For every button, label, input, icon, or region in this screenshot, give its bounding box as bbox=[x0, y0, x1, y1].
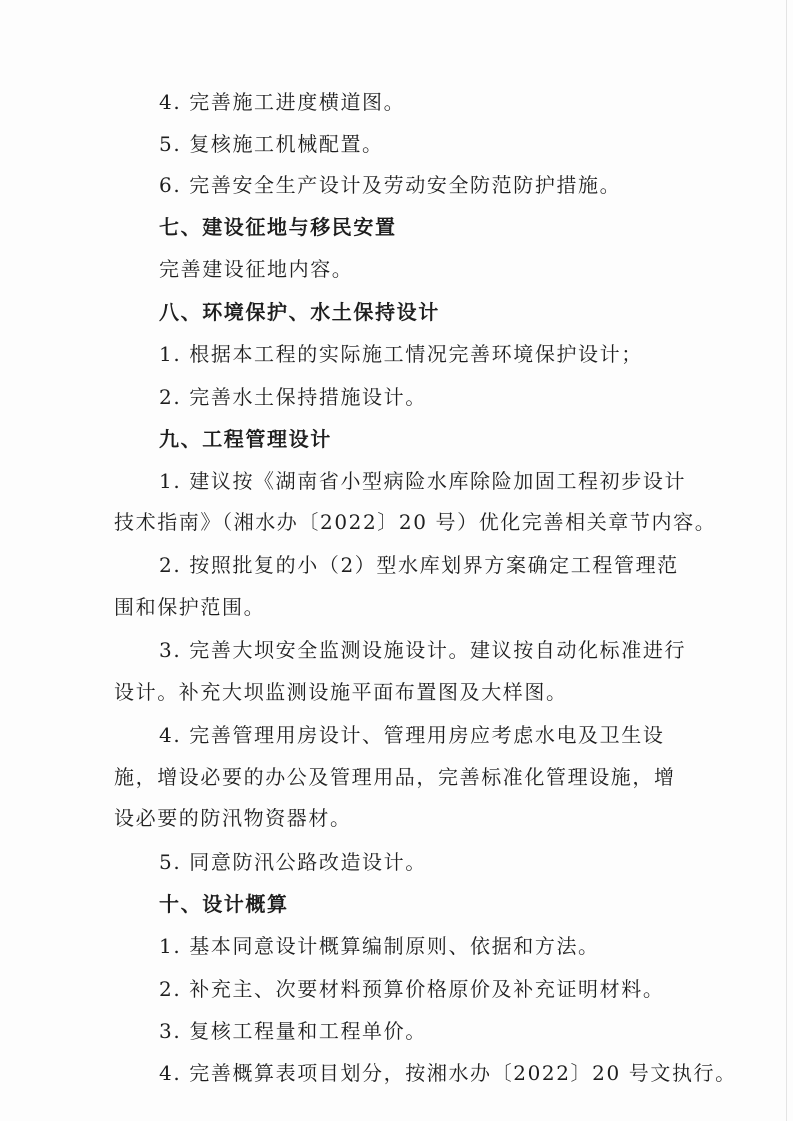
text-line: 3. 复核工程量和工程单价。 bbox=[159, 1019, 427, 1043]
text-line: 设计。补充大坝监测设施平面布置图及大样图。 bbox=[114, 680, 568, 704]
text-line: 2. 完善水土保持措施设计。 bbox=[159, 385, 427, 409]
text-line: 2. 补充主、次要材料预算价格原价及补充证明材料。 bbox=[159, 977, 665, 1001]
section-heading-10: 十、设计概算 bbox=[159, 892, 289, 916]
text-line: 技术指南》（湘水办〔2022〕20 号）优化完善相关章节内容。 bbox=[114, 510, 717, 534]
text-line: 6. 完善安全生产设计及劳动安全防范防护措施。 bbox=[159, 173, 622, 197]
scan-edge bbox=[786, 0, 787, 1121]
section-heading-8: 八、环境保护、水土保持设计 bbox=[159, 300, 440, 324]
text-line: 4. 完善管理用房设计、管理用房应考虑水电及卫生设 bbox=[159, 723, 665, 747]
text-line: 4. 完善概算表项目划分，按湘水办〔2022〕20 号文执行。 bbox=[159, 1061, 737, 1085]
text-line: 5. 复核施工机械配置。 bbox=[159, 132, 384, 156]
text-line: 1. 根据本工程的实际施工情况完善环境保护设计； bbox=[159, 342, 643, 366]
text-line: 完善建设征地内容。 bbox=[159, 257, 354, 281]
section-heading-7: 七、建设征地与移民安置 bbox=[159, 215, 397, 239]
text-line: 5. 同意防汛公路改造设计。 bbox=[159, 850, 427, 874]
text-line: 4. 完善施工进度横道图。 bbox=[159, 90, 406, 114]
text-line: 围和保护范围。 bbox=[114, 595, 266, 619]
text-line: 1. 基本同意设计概算编制原则、依据和方法。 bbox=[159, 934, 600, 958]
text-line: 施，增设必要的办公及管理用品，完善标准化管理设施，增 bbox=[114, 765, 676, 789]
text-line: 3. 完善大坝安全监测设施设计。建议按自动化标准进行 bbox=[159, 638, 687, 662]
section-heading-9: 九、工程管理设计 bbox=[159, 427, 332, 451]
text-line: 1. 建议按《湖南省小型病险水库除险加固工程初步设计 bbox=[159, 469, 687, 493]
text-line: 设必要的防汛物资器材。 bbox=[114, 806, 352, 830]
text-line: 2. 按照批复的小（2）型水库划界方案确定工程管理范 bbox=[159, 553, 679, 577]
